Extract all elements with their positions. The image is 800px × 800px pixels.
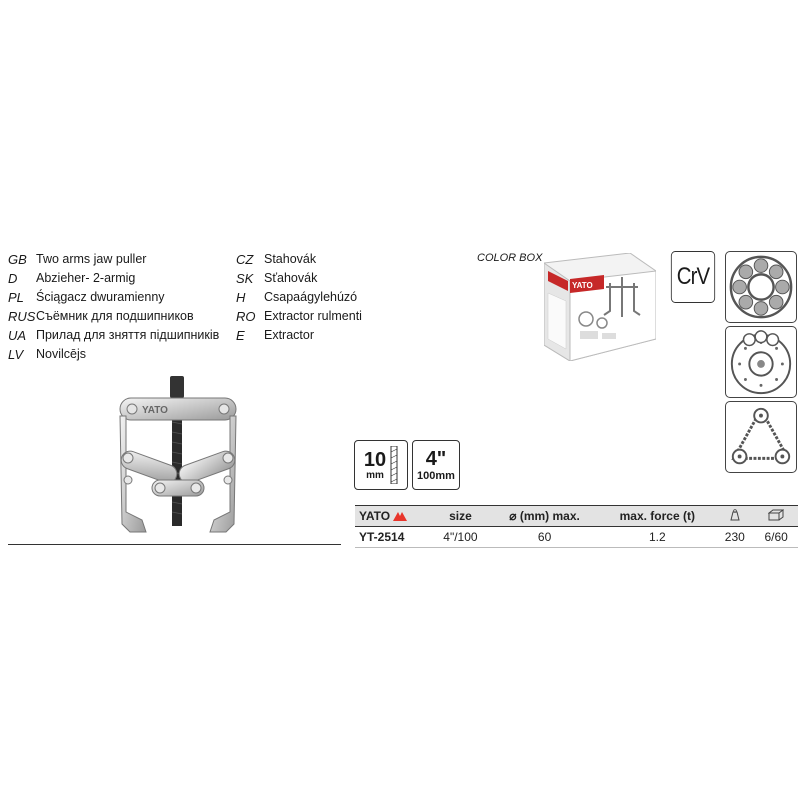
size-cell: 4"/100 <box>431 527 490 548</box>
divider-line <box>8 544 341 545</box>
translation-text: Съёмник для подшипников <box>36 309 194 323</box>
language-code: UA <box>8 328 27 343</box>
header-diameter <box>490 506 599 527</box>
header-weight <box>715 506 754 527</box>
translation-text: Stahovák <box>264 252 317 266</box>
header-force: max. force (t) <box>599 506 715 527</box>
language-code: SK <box>236 271 254 286</box>
translations-right <box>236 250 362 345</box>
translation-text: Sťahovák <box>264 271 318 285</box>
translation-text: Ściągacz dwuramienny <box>36 290 165 304</box>
translation-text: Abzieher- 2-armig <box>36 271 136 285</box>
translation-row <box>8 345 219 364</box>
drive-size-badge <box>354 440 408 490</box>
yato-logo <box>359 509 427 523</box>
translations-left <box>8 250 219 364</box>
translation-text: Extractor <box>264 328 315 342</box>
header-size: size <box>431 506 490 527</box>
drive-size-value: 10 <box>363 448 387 471</box>
diameter-cell: 60 <box>490 527 599 548</box>
brand-mark-icon <box>393 512 407 521</box>
force-cell: 1.2 <box>599 527 715 548</box>
table-header-row <box>355 506 798 527</box>
translation-row <box>236 269 362 288</box>
color-box-brand: YATO <box>572 281 593 290</box>
header-packaging <box>754 506 798 527</box>
translation-row <box>236 288 362 307</box>
application-icons <box>725 251 797 476</box>
brake-disc-icon <box>725 326 797 398</box>
translation-text: Two arms jaw puller <box>36 252 147 266</box>
diameter-icon: ⌀ <box>509 509 520 523</box>
language-code: GB <box>8 252 27 267</box>
size-unit: 100mm <box>417 470 455 482</box>
drive-size-unit: mm <box>366 469 384 481</box>
table-row <box>355 527 798 548</box>
language-code: H <box>236 290 246 305</box>
spec-table <box>355 505 798 548</box>
color-box-image <box>544 253 656 361</box>
color-box-label: COLOR BOX <box>477 252 543 264</box>
translation-row <box>8 288 219 307</box>
header-diameter-label: (mm) max. <box>519 509 580 523</box>
product-image <box>112 372 244 542</box>
translation-row <box>236 250 362 269</box>
translation-row <box>8 250 219 269</box>
material-badge: CrV <box>671 251 715 303</box>
language-code: D <box>8 271 18 286</box>
weight-icon <box>730 509 740 521</box>
translation-text: Extractor rulmenti <box>264 309 362 323</box>
size-badge <box>412 440 460 490</box>
translation-text: Novilcējs <box>36 347 87 361</box>
translation-row <box>236 307 362 326</box>
hex-bit-icon <box>390 446 398 484</box>
translation-row <box>236 326 362 345</box>
translation-text: Csapaágylehúzó <box>264 290 358 304</box>
packaging-cell: 6/60 <box>754 527 798 548</box>
chain-sprocket-icon <box>725 401 797 473</box>
size-value: 4" <box>425 448 447 470</box>
translation-row <box>8 326 219 345</box>
ball-bearing-icon <box>725 251 797 323</box>
product-brand: YATO <box>142 405 168 416</box>
language-code: RUS <box>8 309 36 324</box>
translation-row <box>8 307 219 326</box>
language-code: LV <box>8 347 24 362</box>
language-code: CZ <box>236 252 254 267</box>
translation-text: Прилад для зняття підшипників <box>36 328 220 342</box>
box-icon <box>768 509 784 521</box>
language-code: RO <box>236 309 256 324</box>
language-code: E <box>236 328 245 343</box>
header-brand <box>355 506 431 527</box>
model-cell: YT-2514 <box>355 527 431 548</box>
brand-text: YATO <box>359 509 391 523</box>
translation-row <box>8 269 219 288</box>
weight-cell: 230 <box>715 527 754 548</box>
language-code: PL <box>8 290 24 305</box>
